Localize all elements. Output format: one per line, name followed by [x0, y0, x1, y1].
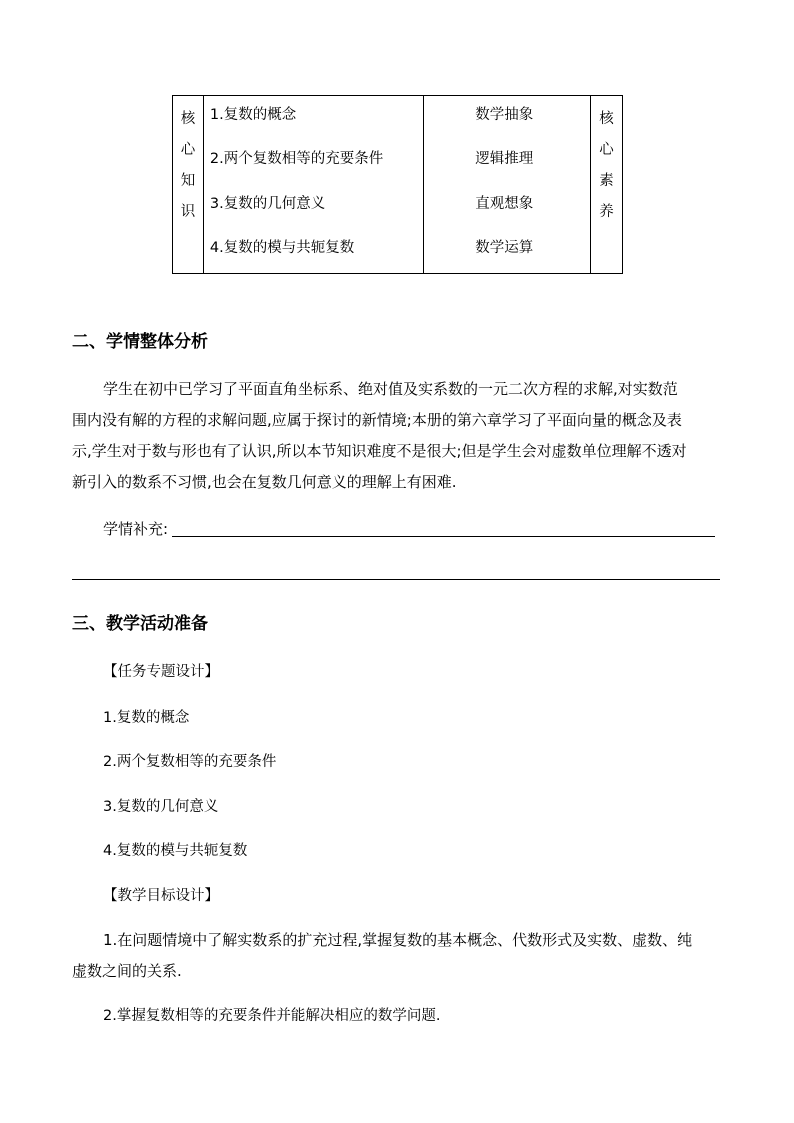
supplement-fill-line-2[interactable]: [72, 579, 720, 580]
goal-line: 虚数之间的关系.: [72, 962, 182, 980]
analysis-paragraph-line: 新引入的数系不习惯,也会在复数几何意义的理解上有困难.: [72, 473, 457, 491]
knowledge-item: 4.复数的模与共轭复数: [209, 240, 355, 256]
goal-line: 1.在问题情境中了解实数系的扩充过程,掌握复数的基本概念、代数形式及实数、虚数、纯: [103, 931, 693, 949]
knowledge-item: 1.复数的概念: [209, 107, 297, 123]
knowledge-item: 3.复数的几何意义: [209, 196, 326, 212]
analysis-paragraph-line: 学生在初中已学习了平面直角坐标系、绝对值及实系数的一元二次方程的求解,对实数范: [103, 380, 678, 398]
goal-line: 2.掌握复数相等的充要条件并能解决相应的数学问题.: [103, 1008, 441, 1024]
knowledge-items-cell: [203, 96, 423, 274]
core-competency-label-cell: [591, 96, 623, 274]
task-item: 4.复数的模与共轭复数: [103, 843, 248, 859]
core-knowledge-label-char: 心: [180, 142, 196, 158]
competency-item: 逻辑推理: [475, 151, 534, 167]
core-competency-label-char: 素: [599, 173, 614, 189]
task-item: 2.两个复数相等的充要条件: [103, 754, 277, 770]
competency-item: 数学抽象: [475, 107, 534, 123]
analysis-paragraph-line: 围内没有解的方程的求解问题,应属于探讨的新情境;本册的第六章学习了平面向量的概念及表: [72, 411, 682, 429]
competency-item: 直观想象: [475, 196, 534, 212]
analysis-paragraph-line: 示,学生对于数与形也有了认识,所以本节知识难度不是很大;但是学生会对虚数单位理解不透对: [72, 442, 687, 460]
core-knowledge-label-char: 知: [180, 173, 196, 189]
section-heading-student-analysis: 二、学情整体分析: [72, 332, 208, 352]
core-competency-label-char: 心: [599, 142, 614, 158]
core-knowledge-label-char: 识: [180, 204, 196, 220]
core-competency-label-char: 核: [599, 111, 614, 127]
core-knowledge-label-char: 核: [180, 111, 196, 127]
core-knowledge-table: [172, 95, 623, 274]
knowledge-item: 2.两个复数相等的充要条件: [209, 151, 384, 167]
competencies-cell: [424, 96, 591, 274]
supplement-fill-line[interactable]: [172, 536, 715, 537]
core-knowledge-label-cell: [173, 96, 204, 274]
supplement-label: 学情补充:: [103, 520, 169, 538]
task-item: 1.复数的概念: [103, 710, 190, 726]
task-item: 3.复数的几何意义: [103, 799, 219, 815]
competency-item: 数学运算: [475, 240, 534, 256]
section-heading-activity-prep: 三、教学活动准备: [72, 614, 208, 634]
task-design-heading: 【任务专题设计】: [103, 664, 219, 680]
core-competency-label-char: 养: [599, 204, 614, 220]
goal-design-heading: 【教学目标设计】: [103, 888, 219, 904]
